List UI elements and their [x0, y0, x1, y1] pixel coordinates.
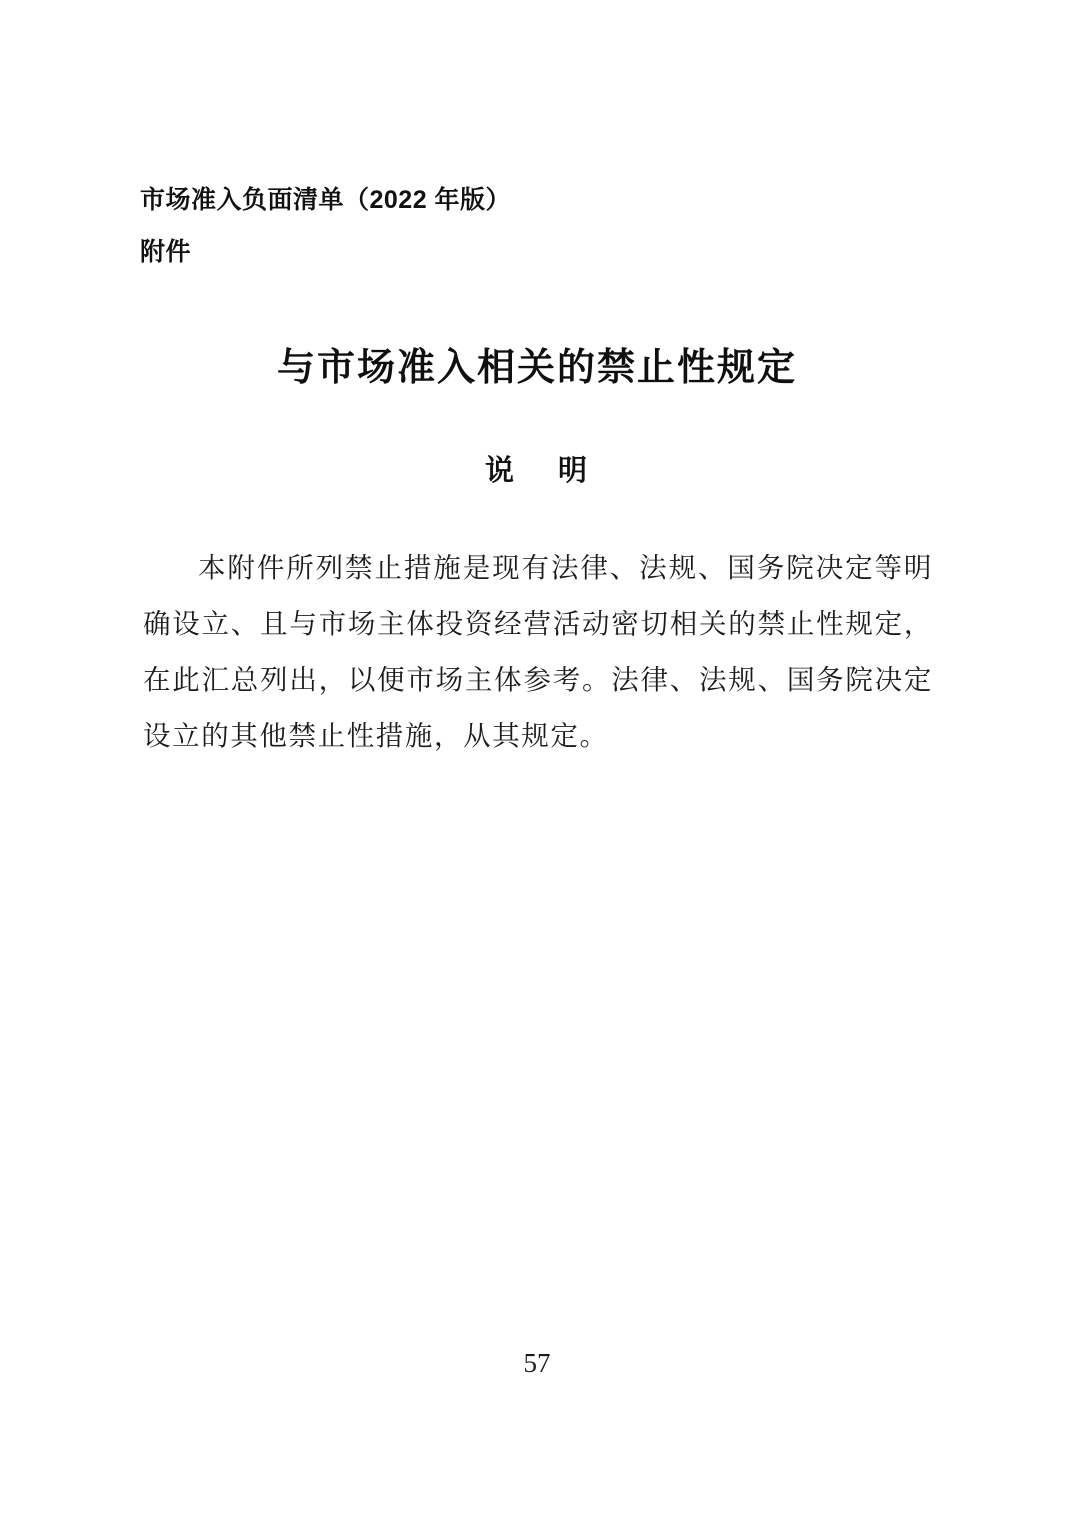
section-heading-first-char: 说 — [484, 455, 516, 487]
page-title: 与市场准入相关的禁止性规定 — [276, 347, 797, 389]
body-text-block — [143, 540, 933, 764]
running-header: 市场准入负面清单（2022 年版） — [140, 186, 512, 214]
page-number: 57 — [523, 1348, 551, 1378]
section-heading-second-char: 明 — [558, 455, 590, 487]
attachment-label: 附件 — [140, 238, 192, 266]
section-heading — [0, 448, 1074, 489]
body-paragraph: 本附件所列禁止措施是现有法律、法规、国务院决定等明确设立、且与市场主体投资经营活动密切相关的禁止性规定，在此汇总列出，以便市场主体参考。法律、法规、国务院决定设立的其他禁止性措施，从其规定。 — [143, 552, 933, 751]
